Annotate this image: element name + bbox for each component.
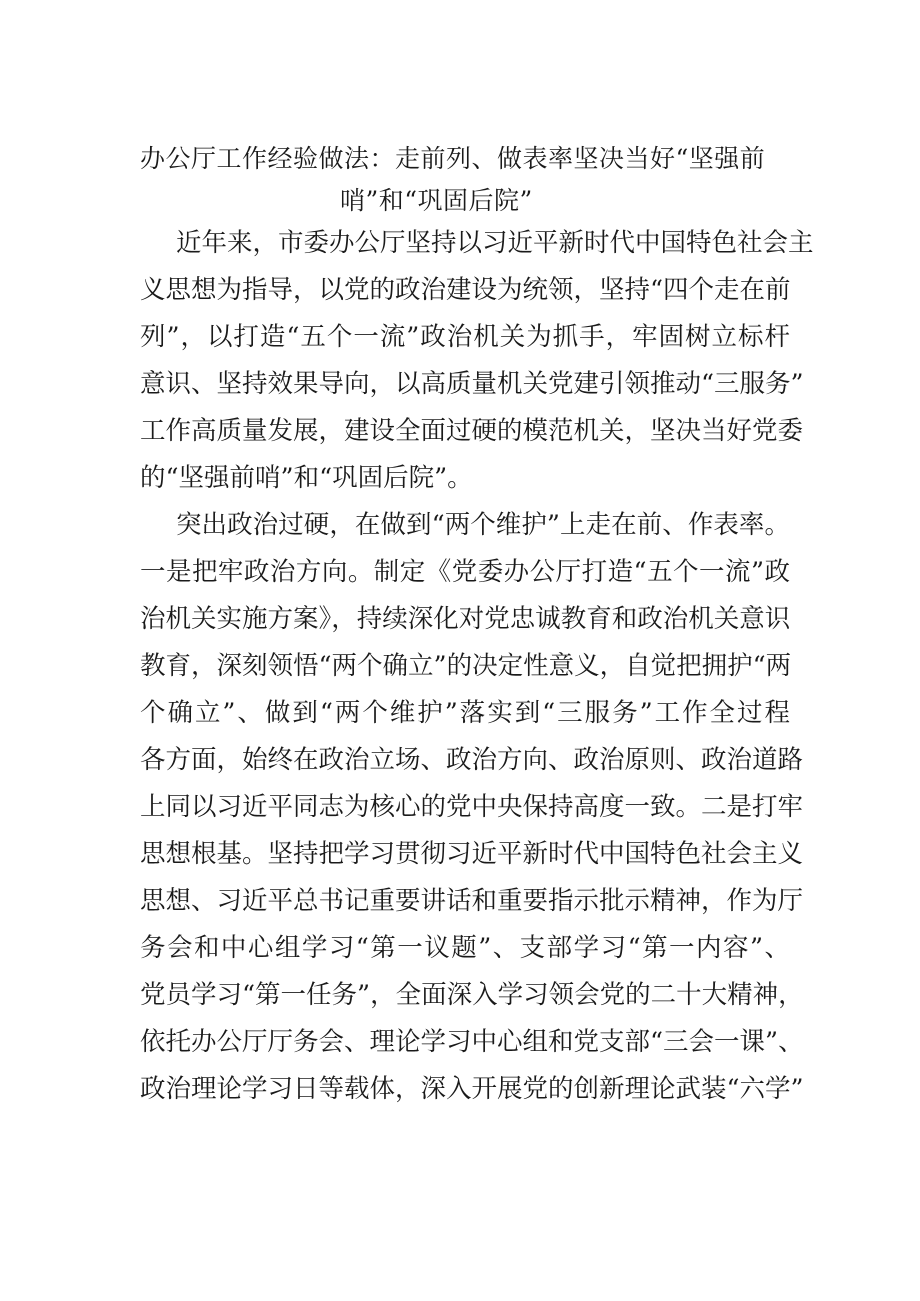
paragraph-line: 思想、习近平总书记重要讲话和重要指示批示精神，作为厅 [140, 886, 804, 916]
paragraph-2 [140, 502, 804, 1113]
paragraph-line: 义思想为指导，以党的政治建设为统领，坚持“四个走在前 [140, 275, 791, 305]
paragraph-line: 上同以习近平同志为核心的党中央保持高度一致。二是打牢 [140, 792, 804, 822]
paragraph-1 [140, 220, 814, 502]
paragraph-line: 工作高质量发展，建设全面过硬的模范机关，坚决当好党委 [140, 416, 804, 446]
paragraph-line: 个确立”、做到“两个维护”落实到“三服务”工作全过程 [140, 698, 790, 728]
paragraph-line: 政治理论学习日等载体，深入开展党的创新理论武装“六学” [140, 1074, 804, 1104]
paragraph-line: 的“坚强前哨”和“巩固后院”。 [140, 463, 473, 493]
paragraph-line: 党员学习“第一任务”，全面深入学习领会党的二十大精神， [140, 980, 804, 1010]
document-title [140, 138, 800, 222]
paragraph-line: 突出政治过硬，在做到“两个维护”上走在前、作表率。 [176, 510, 790, 540]
paragraph-line: 一是把牢政治方向。制定《党委办公厅打造“五个一流”政 [140, 557, 790, 587]
paragraph-line: 治机关实施方案》，持续深化对党忠诚教育和政治机关意识 [140, 604, 791, 634]
title-line-1: 办公厅工作经验做法：走前列、做表率坚决当好“坚强前 [140, 144, 766, 173]
paragraph-line: 意识、坚持效果导向，以高质量机关党建引领推动“三服务” [140, 369, 804, 399]
paragraph-line: 思想根基。坚持把学习贯彻习近平新时代中国特色社会主义 [140, 839, 804, 869]
paragraph-line: 务会和中心组学习“第一议题”、支部学习“第一内容”、 [140, 933, 790, 963]
paragraph-line: 各方面，始终在政治立场、政治方向、政治原则、政治道路 [140, 745, 804, 775]
title-line-2: 哨”和“巩固后院” [340, 186, 533, 215]
paragraph-line: 教育，深刻领悟“两个确立”的决定性意义，自觉把拥护“两 [140, 651, 792, 681]
paragraph-line: 依托办公厅厅务会、理论学习中心组和党支部“三会一课”、 [140, 1027, 804, 1057]
paragraph-line: 列”，以打造“五个一流”政治机关为抓手，牢固树立标杆 [140, 322, 790, 352]
document-body [140, 220, 814, 1113]
paragraph-line: 近年来，市委办公厅坚持以习近平新时代中国特色社会主 [176, 228, 814, 258]
